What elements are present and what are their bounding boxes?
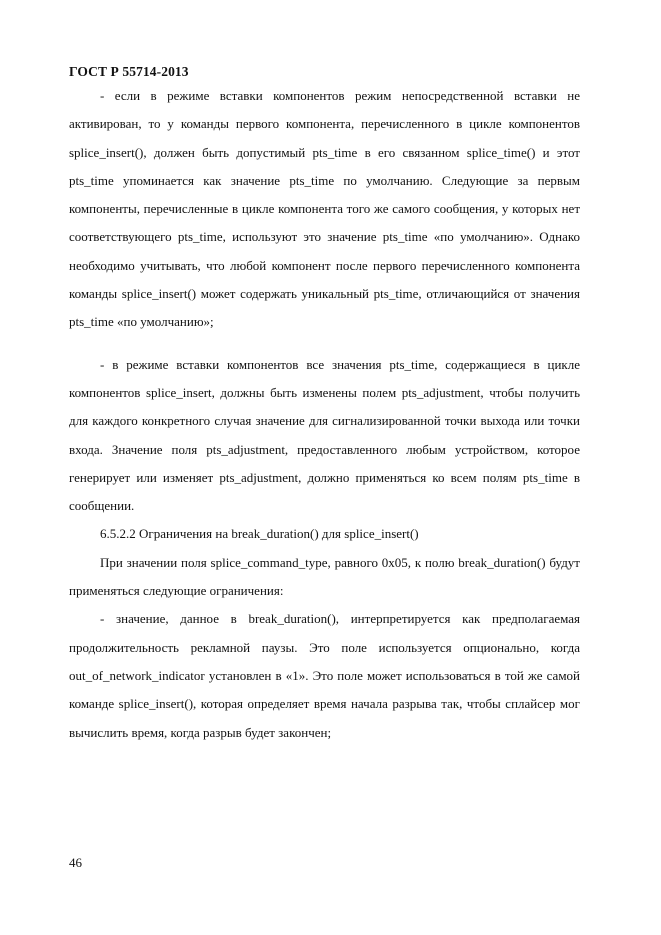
section-heading: 6.5.2.2 Ограничения на break_duration() для splice_insert() <box>100 526 419 542</box>
document-body <box>69 82 580 747</box>
paragraph-default-pts-time: - если в режиме вставки компонентов режим непосредственной вставки не активирован, то у команды первого компонента, перечисленного в цикле компонентов splice_insert(), должен быть допустимый pts_time в его связанном splice_time() и этот pts_time упоминается как значение pts_time по умолчанию. Следующие за первым компоненты, перечисленные в цикле компонента того же самого сообщения, у которых нет соответствующего pts_time, используют это значение pts_time «по умолчанию». Однако необходимо учитывать, что любой компонент после первого перечисленного компонента команды splice_insert() может содержать уникальный pts_time, отличающийся от значения pts_time «по умолчанию»; <box>69 88 580 330</box>
standard-header: ГОСТ Р 55714-2013 <box>69 64 189 79</box>
paragraph-pts-adjustment: - в режиме вставки компонентов все значения pts_time, содержащиеся в цикле компонентов splice_insert, должны быть изменены полем pts_adjustment, чтобы получить для каждого конкретного случая значение для сигнализированной точки выхода или точки входа. Значение поля pts_adjustment, предоставленного любым устройством, которое генерирует или изменяет pts_adjustment, должно применяться ко всем полям pts_time в сообщении. <box>69 356 580 514</box>
section-intro: При значении поля splice_command_type, равного 0x05, к полю break_duration() будут применяться следующие ограничения: <box>69 554 580 599</box>
section-list-item: - значение, данное в break_duration(), интерпретируется как предполагаемая продолжительность рекламной паузы. Это поле используется опционально, когда out_of_network_indicator установлен в «1». Это поле может использоваться в той же самой команде splice_insert(), которая определяет время начала разрыва так, чтобы сплайсер мог вычислить время, когда разрыв будет закончен; <box>69 611 580 740</box>
page-number: 46 <box>69 855 82 870</box>
